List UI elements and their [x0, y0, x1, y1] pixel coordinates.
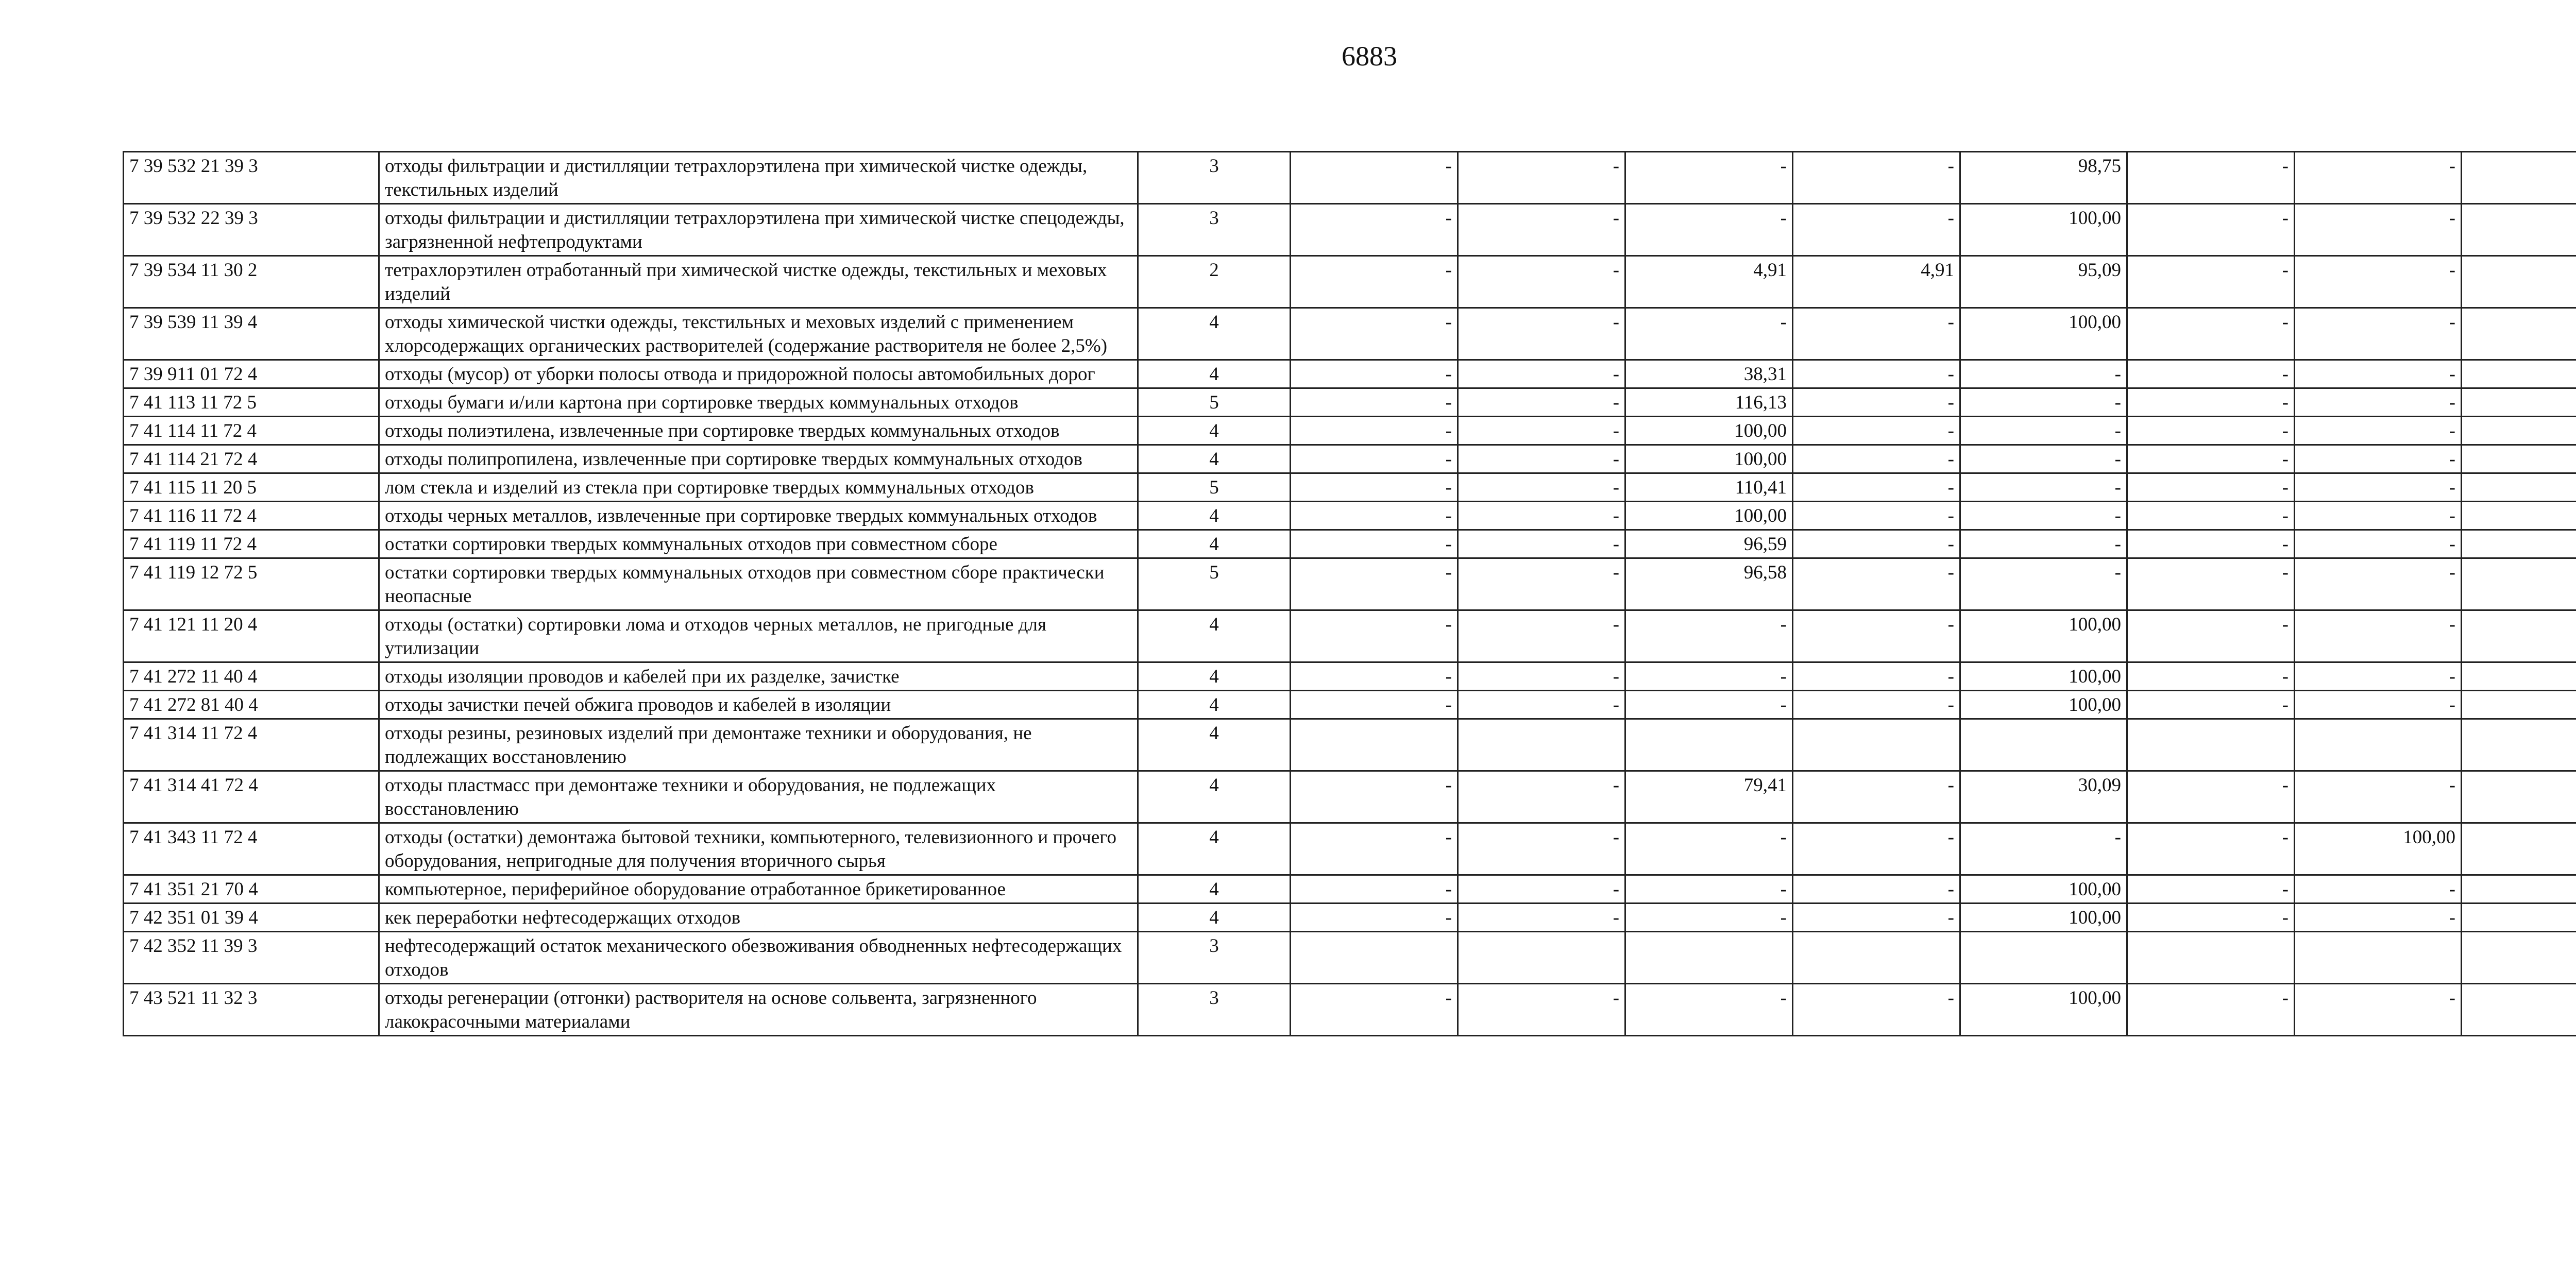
table-row [124, 984, 2576, 1036]
value-cell-7: - [2295, 445, 2462, 473]
value-cell-5 [1960, 719, 2127, 771]
hazard-class-cell: 3 [1138, 984, 1291, 1036]
value-cell-1: - [1291, 823, 1458, 875]
value-cell-6 [2127, 932, 2295, 984]
value-cell-7: - [2295, 610, 2462, 662]
value-cell-4: - [1793, 204, 1960, 256]
value-cell-4: - [1793, 875, 1960, 904]
waste-description-cell: остатки сортировки твердых коммунальных отходов при совместном сборе [379, 530, 1138, 558]
waste-description-cell: отходы (остатки) сортировки лома и отходов черных металлов, не пригодные для утилизации [379, 610, 1138, 662]
value-cell-4: - [1793, 502, 1960, 530]
value-cell-5: 100,00 [1960, 610, 2127, 662]
waste-description-cell: отходы химической чистки одежды, текстильных и меховых изделий с применением хлорсодержащих органических растворителей (содержание растворителя не более 2,5%) [379, 308, 1138, 360]
value-cell-5: 30,09 [1960, 771, 2127, 823]
value-cell-7: - [2295, 152, 2462, 204]
value-cell-2: - [1458, 662, 1625, 691]
value-cell-7 [2295, 719, 2462, 771]
value-cell-2: - [1458, 502, 1625, 530]
value-cell-8 [2462, 256, 2576, 308]
hazard-class-cell: 5 [1138, 473, 1291, 502]
value-cell-1: - [1291, 984, 1458, 1036]
table-row [124, 152, 2576, 204]
hazard-class-cell: 4 [1138, 308, 1291, 360]
value-cell-8 [2462, 932, 2576, 984]
waste-description-cell: отходы черных металлов, извлеченные при сортировке твердых коммунальных отходов [379, 502, 1138, 530]
value-cell-8 [2462, 530, 2576, 558]
table-body [124, 152, 2576, 1036]
value-cell-3: - [1625, 610, 1793, 662]
value-cell-7 [2295, 932, 2462, 984]
value-cell-8 [2462, 771, 2576, 823]
value-cell-4: - [1793, 662, 1960, 691]
value-cell-1: - [1291, 152, 1458, 204]
value-cell-3: - [1625, 152, 1793, 204]
value-cell-6: - [2127, 308, 2295, 360]
value-cell-1: - [1291, 502, 1458, 530]
table-row [124, 360, 2576, 388]
value-cell-5: 98,75 [1960, 152, 2127, 204]
value-cell-6: - [2127, 875, 2295, 904]
value-cell-7: - [2295, 308, 2462, 360]
value-cell-4: - [1793, 473, 1960, 502]
value-cell-5: 100,00 [1960, 204, 2127, 256]
table-row [124, 558, 2576, 610]
waste-code-cell: 7 41 351 21 70 4 [124, 875, 379, 904]
value-cell-8 [2462, 308, 2576, 360]
value-cell-6: - [2127, 823, 2295, 875]
value-cell-2: - [1458, 360, 1625, 388]
table-row [124, 662, 2576, 691]
value-cell-8 [2462, 719, 2576, 771]
hazard-class-cell: 3 [1138, 932, 1291, 984]
value-cell-3: - [1625, 875, 1793, 904]
value-cell-3: - [1625, 823, 1793, 875]
table-row [124, 771, 2576, 823]
table-row [124, 256, 2576, 308]
value-cell-3: 79,41 [1625, 771, 1793, 823]
value-cell-1: - [1291, 473, 1458, 502]
table-row [124, 530, 2576, 558]
hazard-class-cell: 4 [1138, 691, 1291, 719]
value-cell-5: 95,09 [1960, 256, 2127, 308]
waste-code-cell: 7 41 115 11 20 5 [124, 473, 379, 502]
value-cell-7: - [2295, 558, 2462, 610]
value-cell-3: 110,41 [1625, 473, 1793, 502]
value-cell-4 [1793, 719, 1960, 771]
value-cell-8 [2462, 984, 2576, 1036]
waste-description-cell: лом стекла и изделий из стекла при сортировке твердых коммунальных отходов [379, 473, 1138, 502]
value-cell-2: - [1458, 152, 1625, 204]
value-cell-2 [1458, 932, 1625, 984]
table-row [124, 388, 2576, 417]
value-cell-5: - [1960, 388, 2127, 417]
value-cell-1: - [1291, 360, 1458, 388]
waste-description-cell: отходы пластмасс при демонтаже техники и оборудования, не подлежащих восстановлению [379, 771, 1138, 823]
value-cell-4: - [1793, 445, 1960, 473]
waste-code-cell: 7 39 532 21 39 3 [124, 152, 379, 204]
value-cell-4: - [1793, 691, 1960, 719]
waste-code-cell: 7 41 272 11 40 4 [124, 662, 379, 691]
waste-code-cell: 7 42 351 01 39 4 [124, 904, 379, 932]
waste-code-cell: 7 41 119 12 72 5 [124, 558, 379, 610]
hazard-class-cell: 4 [1138, 502, 1291, 530]
value-cell-5: 100,00 [1960, 308, 2127, 360]
value-cell-2: - [1458, 308, 1625, 360]
value-cell-4: - [1793, 823, 1960, 875]
waste-description-cell: нефтесодержащий остаток механического обезвоживания обводненных нефтесодержащих отходов [379, 932, 1138, 984]
table-row [124, 719, 2576, 771]
value-cell-7: - [2295, 473, 2462, 502]
waste-description-cell: отходы полиэтилена, извлеченные при сортировке твердых коммунальных отходов [379, 417, 1138, 445]
table-row [124, 417, 2576, 445]
value-cell-2: - [1458, 558, 1625, 610]
table-row [124, 932, 2576, 984]
table-row [124, 823, 2576, 875]
waste-code-cell: 7 39 532 22 39 3 [124, 204, 379, 256]
page-number: 6883 [1342, 41, 1397, 72]
value-cell-1: - [1291, 610, 1458, 662]
value-cell-7: - [2295, 530, 2462, 558]
waste-code-cell: 7 41 121 11 20 4 [124, 610, 379, 662]
value-cell-8 [2462, 875, 2576, 904]
value-cell-3: - [1625, 691, 1793, 719]
hazard-class-cell: 3 [1138, 152, 1291, 204]
waste-code-cell: 7 41 114 11 72 4 [124, 417, 379, 445]
waste-description-cell: остатки сортировки твердых коммунальных отходов при совместном сборе практически неопасные [379, 558, 1138, 610]
waste-description-cell: отходы регенерации (отгонки) растворителя на основе сольвента, загрязненного лакокрасочными материалами [379, 984, 1138, 1036]
value-cell-1: - [1291, 204, 1458, 256]
value-cell-8 [2462, 662, 2576, 691]
value-cell-2: - [1458, 388, 1625, 417]
value-cell-8 [2462, 473, 2576, 502]
value-cell-5: - [1960, 558, 2127, 610]
value-cell-3 [1625, 719, 1793, 771]
table-row [124, 473, 2576, 502]
waste-code-cell: 7 39 911 01 72 4 [124, 360, 379, 388]
value-cell-7: - [2295, 875, 2462, 904]
waste-description-cell: отходы (мусор) от уборки полосы отвода и придорожной полосы автомобильных дорог [379, 360, 1138, 388]
value-cell-1: - [1291, 445, 1458, 473]
hazard-class-cell: 4 [1138, 823, 1291, 875]
value-cell-4: - [1793, 152, 1960, 204]
waste-description-cell: отходы изоляции проводов и кабелей при их разделке, зачистке [379, 662, 1138, 691]
waste-code-cell: 7 39 539 11 39 4 [124, 308, 379, 360]
waste-code-cell: 7 42 352 11 39 3 [124, 932, 379, 984]
value-cell-1: - [1291, 308, 1458, 360]
value-cell-1: - [1291, 904, 1458, 932]
value-cell-1: - [1291, 875, 1458, 904]
value-cell-2: - [1458, 417, 1625, 445]
waste-code-cell: 7 43 521 11 32 3 [124, 984, 379, 1036]
value-cell-5: - [1960, 823, 2127, 875]
value-cell-6: - [2127, 610, 2295, 662]
value-cell-3: 100,00 [1625, 417, 1793, 445]
value-cell-3: 96,59 [1625, 530, 1793, 558]
value-cell-3: - [1625, 204, 1793, 256]
waste-code-cell: 7 41 314 41 72 4 [124, 771, 379, 823]
value-cell-4: - [1793, 771, 1960, 823]
value-cell-3: 116,13 [1625, 388, 1793, 417]
value-cell-4: - [1793, 904, 1960, 932]
waste-code-cell: 7 41 343 11 72 4 [124, 823, 379, 875]
value-cell-1: - [1291, 530, 1458, 558]
waste-description-cell: отходы бумаги и/или картона при сортировке твердых коммунальных отходов [379, 388, 1138, 417]
value-cell-2: - [1458, 530, 1625, 558]
value-cell-6: - [2127, 984, 2295, 1036]
value-cell-6: - [2127, 473, 2295, 502]
value-cell-6: - [2127, 256, 2295, 308]
value-cell-2: - [1458, 771, 1625, 823]
value-cell-6 [2127, 719, 2295, 771]
waste-description-cell: отходы (остатки) демонтажа бытовой техники, компьютерного, телевизионного и прочего оборудования, непригодные для получения вторичного сырья [379, 823, 1138, 875]
table-row [124, 691, 2576, 719]
value-cell-7: - [2295, 502, 2462, 530]
waste-description-cell: отходы полипропилена, извлеченные при сортировке твердых коммунальных отходов [379, 445, 1138, 473]
value-cell-5: - [1960, 445, 2127, 473]
value-cell-3: - [1625, 308, 1793, 360]
value-cell-5: 100,00 [1960, 691, 2127, 719]
value-cell-1: - [1291, 662, 1458, 691]
waste-table [123, 151, 2576, 1036]
value-cell-3: 38,31 [1625, 360, 1793, 388]
value-cell-4: - [1793, 530, 1960, 558]
value-cell-4: - [1793, 558, 1960, 610]
value-cell-5: - [1960, 360, 2127, 388]
value-cell-8 [2462, 417, 2576, 445]
waste-code-cell: 7 41 314 11 72 4 [124, 719, 379, 771]
value-cell-6: - [2127, 662, 2295, 691]
value-cell-7: - [2295, 662, 2462, 691]
hazard-class-cell: 4 [1138, 360, 1291, 388]
value-cell-2: - [1458, 691, 1625, 719]
value-cell-8 [2462, 204, 2576, 256]
waste-code-cell: 7 41 113 11 72 5 [124, 388, 379, 417]
waste-code-cell: 7 41 114 21 72 4 [124, 445, 379, 473]
value-cell-2: - [1458, 445, 1625, 473]
value-cell-2: - [1458, 904, 1625, 932]
waste-description-cell: тетрахлорэтилен отработанный при химической чистке одежды, текстильных и меховых изделий [379, 256, 1138, 308]
value-cell-6: - [2127, 417, 2295, 445]
waste-description-cell: отходы фильтрации и дистилляции тетрахлорэтилена при химической чистке спецодежды, загрязненной нефтепродуктами [379, 204, 1138, 256]
waste-code-cell: 7 39 534 11 30 2 [124, 256, 379, 308]
waste-description-cell: отходы фильтрации и дистилляции тетрахлорэтилена при химической чистке одежды, текстильных изделий [379, 152, 1138, 204]
value-cell-6: - [2127, 388, 2295, 417]
value-cell-8 [2462, 691, 2576, 719]
value-cell-1: - [1291, 417, 1458, 445]
value-cell-4 [1793, 932, 1960, 984]
value-cell-1 [1291, 932, 1458, 984]
value-cell-8 [2462, 610, 2576, 662]
value-cell-7: - [2295, 388, 2462, 417]
table-row [124, 502, 2576, 530]
hazard-class-cell: 2 [1138, 256, 1291, 308]
value-cell-3: 100,00 [1625, 445, 1793, 473]
hazard-class-cell: 5 [1138, 558, 1291, 610]
value-cell-2: - [1458, 875, 1625, 904]
table-row [124, 445, 2576, 473]
waste-code-cell: 7 41 119 11 72 4 [124, 530, 379, 558]
table-row [124, 875, 2576, 904]
value-cell-4: - [1793, 984, 1960, 1036]
value-cell-8 [2462, 152, 2576, 204]
value-cell-3: 4,91 [1625, 256, 1793, 308]
value-cell-3: 100,00 [1625, 502, 1793, 530]
value-cell-7: - [2295, 360, 2462, 388]
value-cell-7: 100,00 [2295, 823, 2462, 875]
hazard-class-cell: 4 [1138, 445, 1291, 473]
waste-description-cell: отходы резины, резиновых изделий при демонтаже техники и оборудования, не подлежащих восстановлению [379, 719, 1138, 771]
waste-description-cell: кек переработки нефтесодержащих отходов [379, 904, 1138, 932]
value-cell-1: - [1291, 691, 1458, 719]
value-cell-2: - [1458, 473, 1625, 502]
value-cell-6: - [2127, 530, 2295, 558]
hazard-class-cell: 4 [1138, 417, 1291, 445]
hazard-class-cell: 4 [1138, 662, 1291, 691]
waste-description-cell: отходы зачистки печей обжига проводов и кабелей в изоляции [379, 691, 1138, 719]
value-cell-6: - [2127, 204, 2295, 256]
value-cell-2: - [1458, 610, 1625, 662]
value-cell-1: - [1291, 256, 1458, 308]
value-cell-3: - [1625, 662, 1793, 691]
value-cell-5: - [1960, 530, 2127, 558]
value-cell-6: - [2127, 691, 2295, 719]
value-cell-6: - [2127, 152, 2295, 204]
value-cell-4: - [1793, 610, 1960, 662]
waste-code-cell: 7 41 116 11 72 4 [124, 502, 379, 530]
value-cell-8 [2462, 360, 2576, 388]
value-cell-2 [1458, 719, 1625, 771]
value-cell-6: - [2127, 904, 2295, 932]
value-cell-6: - [2127, 445, 2295, 473]
value-cell-7: - [2295, 417, 2462, 445]
value-cell-5: 100,00 [1960, 904, 2127, 932]
value-cell-1: - [1291, 388, 1458, 417]
hazard-class-cell: 3 [1138, 204, 1291, 256]
hazard-class-cell: 4 [1138, 904, 1291, 932]
value-cell-1 [1291, 719, 1458, 771]
value-cell-2: - [1458, 984, 1625, 1036]
value-cell-4: 4,91 [1793, 256, 1960, 308]
hazard-class-cell: 5 [1138, 388, 1291, 417]
value-cell-5: 100,00 [1960, 875, 2127, 904]
value-cell-2: - [1458, 204, 1625, 256]
value-cell-5: - [1960, 502, 2127, 530]
value-cell-2: - [1458, 823, 1625, 875]
waste-code-cell: 7 41 272 81 40 4 [124, 691, 379, 719]
value-cell-5: 100,00 [1960, 984, 2127, 1036]
value-cell-4: - [1793, 388, 1960, 417]
waste-description-cell: компьютерное, периферийное оборудование отработанное брикетированное [379, 875, 1138, 904]
value-cell-5: - [1960, 473, 2127, 502]
value-cell-8 [2462, 445, 2576, 473]
hazard-class-cell: 4 [1138, 875, 1291, 904]
hazard-class-cell: 4 [1138, 771, 1291, 823]
value-cell-4: - [1793, 308, 1960, 360]
value-cell-5 [1960, 932, 2127, 984]
value-cell-6: - [2127, 771, 2295, 823]
value-cell-6: - [2127, 360, 2295, 388]
value-cell-8 [2462, 823, 2576, 875]
hazard-class-cell: 4 [1138, 719, 1291, 771]
value-cell-1: - [1291, 558, 1458, 610]
table-row [124, 204, 2576, 256]
value-cell-5: - [1960, 417, 2127, 445]
table-row [124, 308, 2576, 360]
value-cell-1: - [1291, 771, 1458, 823]
value-cell-8 [2462, 558, 2576, 610]
hazard-class-cell: 4 [1138, 610, 1291, 662]
hazard-class-cell: 4 [1138, 530, 1291, 558]
table-row [124, 904, 2576, 932]
value-cell-8 [2462, 502, 2576, 530]
value-cell-3: - [1625, 984, 1793, 1036]
value-cell-6: - [2127, 558, 2295, 610]
value-cell-7: - [2295, 204, 2462, 256]
value-cell-4: - [1793, 360, 1960, 388]
value-cell-7: - [2295, 984, 2462, 1036]
value-cell-4: - [1793, 417, 1960, 445]
value-cell-7: - [2295, 691, 2462, 719]
value-cell-3 [1625, 932, 1793, 984]
value-cell-6: - [2127, 502, 2295, 530]
table-row [124, 610, 2576, 662]
value-cell-5: 100,00 [1960, 662, 2127, 691]
value-cell-8 [2462, 904, 2576, 932]
value-cell-7: - [2295, 256, 2462, 308]
value-cell-8 [2462, 388, 2576, 417]
value-cell-2: - [1458, 256, 1625, 308]
value-cell-3: 96,58 [1625, 558, 1793, 610]
value-cell-7: - [2295, 771, 2462, 823]
value-cell-3: - [1625, 904, 1793, 932]
value-cell-7: - [2295, 904, 2462, 932]
